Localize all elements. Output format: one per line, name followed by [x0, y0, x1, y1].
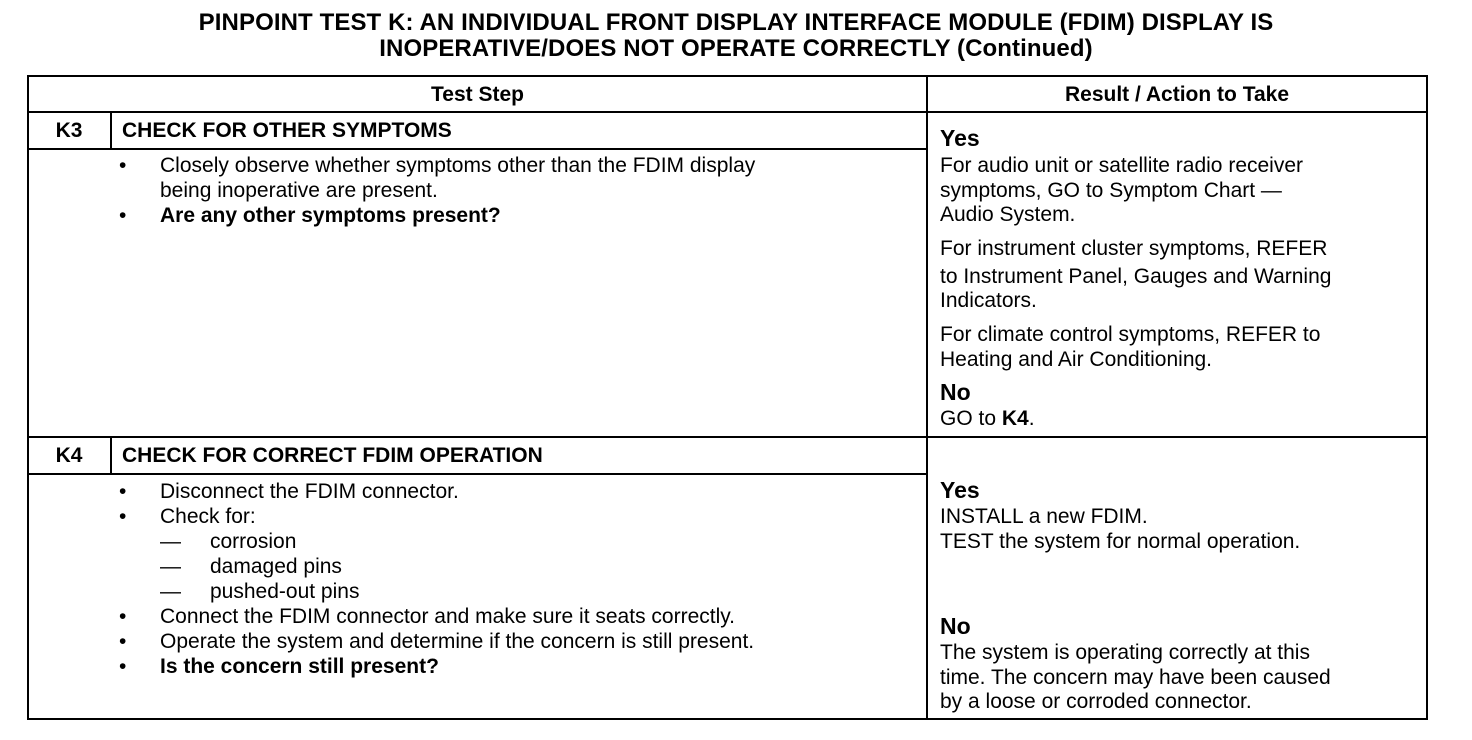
- dash-icon: —: [160, 530, 181, 553]
- k3-yes-p3-line-1: For climate control symptoms, REFER to: [940, 323, 1321, 346]
- k3-bullet-1-line-1: Closely observe whether symptoms other than the FDIM display: [160, 154, 756, 177]
- k4-yes-line-2: TEST the system for normal operation.: [940, 530, 1301, 553]
- k4-bullet-2: Check for:: [160, 505, 256, 528]
- k4-question: Is the concern still present?: [160, 655, 439, 678]
- k4-bullet-1: Disconnect the FDIM connector.: [160, 480, 459, 503]
- k3-no-suffix: .: [1028, 407, 1035, 430]
- k4-yes-line-1: INSTALL a new FDIM.: [940, 505, 1148, 528]
- k3-yes-p2-line-1: For instrument cluster symptoms, REFER: [940, 237, 1328, 260]
- k3-yes-p1-line-2: symptoms, GO to Symptom Chart —: [940, 179, 1282, 202]
- k4-title-divider: [27, 473, 927, 475]
- k3-yes-label: Yes: [940, 125, 980, 151]
- k4-bullet-3: Connect the FDIM connector and make sure it seats correctly.: [160, 605, 736, 628]
- k4-yes-label: Yes: [940, 477, 980, 503]
- k3-no-target: K4: [1001, 407, 1029, 430]
- step-divider: [27, 436, 1428, 438]
- k4-no-line-1: The system is operating correctly at this: [940, 641, 1310, 664]
- bullet-icon: •: [119, 154, 127, 177]
- step-id-k4: K4: [55, 444, 83, 467]
- k3-yes-p2-line-2: to Instrument Panel, Gauges and Warning: [940, 265, 1332, 288]
- k4-no-line-3: by a loose or corroded connector.: [940, 690, 1252, 713]
- header-test-step: Test Step: [431, 83, 524, 106]
- bullet-icon: •: [119, 505, 127, 528]
- k3-title-divider: [27, 148, 927, 150]
- step-title-k3: CHECK FOR OTHER SYMPTOMS: [122, 119, 452, 142]
- table-border-left: [27, 75, 29, 720]
- k3-no-action: [940, 406, 1035, 431]
- k3-yes-p3-line-2: Heating and Air Conditioning.: [940, 348, 1213, 371]
- header-result-action: Result / Action to Take: [1064, 83, 1290, 106]
- table-border-right: [1426, 75, 1428, 720]
- page-title: [0, 10, 1472, 62]
- k3-yes-p2-line-3: Indicators.: [940, 289, 1037, 312]
- dash-icon: —: [160, 580, 181, 603]
- bullet-icon: •: [119, 605, 127, 628]
- k4-no-label: No: [940, 613, 971, 639]
- column-divider: [926, 75, 928, 720]
- dash-icon: —: [160, 555, 181, 578]
- step-id-k3: K3: [55, 119, 83, 142]
- page-title-line-1: PINPOINT TEST K: AN INDIVIDUAL FRONT DISPLAY INTERFACE MODULE (FDIM) DISPLAY IS: [198, 9, 1274, 36]
- k3-no-prefix: GO to: [940, 407, 1002, 430]
- k3-yes-p1-line-1: For audio unit or satellite radio receiver: [940, 154, 1304, 177]
- k3-question: Are any other symptoms present?: [160, 204, 501, 227]
- k3-no-label: No: [940, 379, 971, 405]
- k4-check-item-1: corrosion: [210, 530, 297, 553]
- page-title-line-2: INOPERATIVE/DOES NOT OPERATE CORRECTLY (Continued): [379, 35, 1093, 62]
- k4-check-item-2: damaged pins: [210, 555, 342, 578]
- header-divider: [27, 111, 1428, 113]
- step-title-k4: CHECK FOR CORRECT FDIM OPERATION: [122, 444, 543, 467]
- k4-check-item-3: pushed-out pins: [210, 580, 360, 603]
- table-border-bottom: [27, 718, 1428, 720]
- k4-bullet-4: Operate the system and determine if the concern is still present.: [160, 630, 755, 653]
- k3-bullet-1-line-2: being inoperative are present.: [160, 179, 438, 202]
- bullet-icon: •: [119, 655, 127, 678]
- k3-yes-p1-line-3: Audio System.: [940, 203, 1076, 226]
- bullet-icon: •: [119, 480, 127, 503]
- table-border-top: [27, 75, 1428, 77]
- k4-no-line-2: time. The concern may have been caused: [940, 666, 1331, 689]
- bullet-icon: •: [119, 204, 127, 227]
- bullet-icon: •: [119, 630, 127, 653]
